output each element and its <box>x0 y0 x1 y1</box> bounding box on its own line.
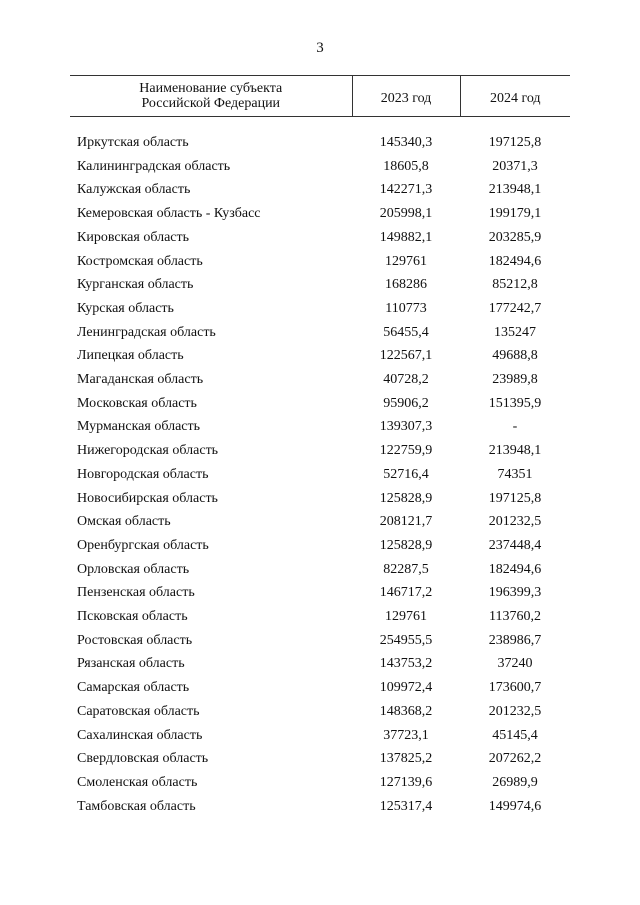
value-2023-cell: 109972,4 <box>379 680 433 696</box>
value-2024-cell: 207262,2 <box>488 751 542 767</box>
region-name-cell: Московская область <box>77 395 197 411</box>
value-2023-cell: 56455,4 <box>383 324 429 340</box>
header-year-2024: 2024 год <box>460 76 570 117</box>
region-name-cell: Новгородская область <box>77 466 209 482</box>
table-row <box>70 629 570 653</box>
table-row <box>70 534 570 558</box>
value-2024-cell: 173600,7 <box>488 680 542 696</box>
table-row <box>70 605 570 629</box>
region-name-cell: Кировская область <box>77 229 190 245</box>
region-name-cell: Оренбургская область <box>77 537 209 553</box>
value-2024-cell: 197125,8 <box>488 135 542 150</box>
value-2023-cell: 149882,1 <box>379 229 433 245</box>
value-2023-cell: 82287,5 <box>383 561 429 577</box>
region-name-cell: Новосибирская область <box>77 490 218 506</box>
value-2023-cell: 129761 <box>385 253 427 269</box>
value-2024-cell: 85212,8 <box>492 277 538 293</box>
value-2024-cell: 213948,1 <box>488 443 542 459</box>
value-2024-cell: 49688,8 <box>492 348 538 364</box>
value-2023-cell: 208121,7 <box>379 514 433 530</box>
table-row <box>70 463 570 487</box>
value-2023-cell: 148368,2 <box>379 703 433 719</box>
region-name-cell: Курганская область <box>77 277 194 293</box>
table-row <box>70 415 570 439</box>
value-2023-cell: 122567,1 <box>379 348 433 364</box>
table-row <box>70 487 570 511</box>
table-row <box>70 202 570 226</box>
table-row <box>70 700 570 724</box>
region-name-cell: Псковская область <box>77 609 188 625</box>
table-row <box>70 558 570 582</box>
value-2023-cell: 40728,2 <box>383 372 429 388</box>
region-name-cell: Пензенская область <box>77 585 195 601</box>
region-name-cell: Смоленская область <box>77 774 198 790</box>
value-2023-cell: 52716,4 <box>383 466 429 482</box>
spacer-row <box>70 117 570 132</box>
region-name-cell: Сахалинская область <box>77 727 203 743</box>
table-row <box>70 178 570 202</box>
value-2023-cell: 122759,9 <box>379 443 433 459</box>
regions-table <box>70 75 570 818</box>
table-row <box>70 250 570 274</box>
region-name-cell: Тамбовская область <box>77 798 196 814</box>
value-2023-cell: 37723,1 <box>383 727 429 743</box>
value-2024-cell: - <box>512 419 518 435</box>
table-row <box>70 747 570 771</box>
region-name-cell: Ленинградская область <box>77 324 216 340</box>
value-2024-cell: 201232,5 <box>488 514 542 530</box>
value-2024-cell: 238986,7 <box>488 632 542 648</box>
value-2023-cell: 127139,6 <box>379 774 433 790</box>
value-2024-cell: 213948,1 <box>488 182 542 198</box>
table-row <box>70 297 570 321</box>
region-name-cell: Нижегородская область <box>77 443 219 459</box>
region-name-cell: Костромская область <box>77 253 203 269</box>
value-2024-cell: 182494,6 <box>488 253 542 269</box>
table-row <box>70 510 570 534</box>
value-2024-cell: 26989,9 <box>492 774 538 790</box>
table-row <box>70 321 570 345</box>
value-2023-cell: 110773 <box>385 300 427 316</box>
region-name-cell: Липецкая область <box>77 348 184 364</box>
value-2023-cell: 137825,2 <box>379 751 433 767</box>
value-2023-cell: 125317,4 <box>379 798 433 814</box>
value-2023-cell: 145340,3 <box>379 135 433 150</box>
table-row <box>70 652 570 676</box>
table-row <box>70 392 570 416</box>
page-number: 3 <box>316 40 324 56</box>
value-2023-cell: 139307,3 <box>379 419 433 435</box>
value-2024-cell: 237448,4 <box>488 537 542 553</box>
table-row <box>70 368 570 392</box>
value-2024-cell: 196399,3 <box>488 585 542 601</box>
value-2024-cell: 203285,9 <box>488 229 542 245</box>
table-row <box>70 581 570 605</box>
table-row <box>70 344 570 368</box>
table-row <box>70 439 570 463</box>
value-2024-cell: 149974,6 <box>488 798 542 814</box>
value-2023-cell: 95906,2 <box>383 395 429 411</box>
region-name-cell: Самарская область <box>77 680 190 696</box>
value-2024-cell: 182494,6 <box>488 561 542 577</box>
value-2024-cell: 201232,5 <box>488 703 542 719</box>
region-name-cell: Саратовская область <box>77 703 200 719</box>
table-row <box>70 724 570 748</box>
value-2024-cell: 37240 <box>497 656 533 672</box>
table-row <box>70 676 570 700</box>
value-2024-cell: 135247 <box>494 324 536 340</box>
value-2024-cell: 45145,4 <box>492 727 538 743</box>
header-name-line-1: Наименование субъекта <box>139 81 283 96</box>
value-2023-cell: 125828,9 <box>379 490 433 506</box>
value-2023-cell: 143753,2 <box>379 656 433 672</box>
table-row <box>70 155 570 179</box>
region-name-cell: Мурманская область <box>77 419 201 435</box>
value-2023-cell: 168286 <box>385 277 427 293</box>
value-2024-cell: 113760,2 <box>489 609 541 625</box>
value-2023-cell: 146717,2 <box>379 585 433 601</box>
value-2024-cell: 199179,1 <box>488 206 542 222</box>
value-2023-cell: 18605,8 <box>383 158 429 174</box>
header-year-2023: 2023 год <box>352 76 460 117</box>
region-name-cell: Иркутская область <box>77 135 189 150</box>
region-name-cell: Калининградская область <box>77 158 231 174</box>
table-row <box>70 771 570 795</box>
value-2024-cell: 197125,8 <box>488 490 542 506</box>
header-name-line-2: Российской Федерации <box>141 96 281 111</box>
region-name-cell: Калужская область <box>77 182 191 198</box>
region-name-cell: Рязанская область <box>77 656 185 672</box>
value-2024-cell: 177242,7 <box>488 300 542 316</box>
table-body <box>70 117 570 819</box>
header-region-name <box>70 76 352 117</box>
region-name-cell: Магаданская область <box>77 372 204 388</box>
region-name-cell: Омская область <box>77 514 171 530</box>
table-row <box>70 273 570 297</box>
table-header-row <box>70 76 570 117</box>
region-name-cell: Орловская область <box>77 561 190 577</box>
value-2023-cell: 129761 <box>385 609 427 625</box>
value-2024-cell: 23989,8 <box>492 372 538 388</box>
value-2023-cell: 142271,3 <box>379 182 433 198</box>
value-2024-cell: 20371,3 <box>492 158 538 174</box>
table-row <box>70 131 570 155</box>
value-2023-cell: 125828,9 <box>379 537 433 553</box>
value-2023-cell: 205998,1 <box>379 206 433 222</box>
region-name-cell: Курская область <box>77 300 174 316</box>
region-name-cell: Свердловская область <box>77 751 209 767</box>
value-2024-cell: 151395,9 <box>488 395 542 411</box>
value-2024-cell: 74351 <box>497 466 533 482</box>
value-2023-cell: 254955,5 <box>379 632 433 648</box>
table-row <box>70 795 570 819</box>
region-name-cell: Ростовская область <box>77 632 193 648</box>
region-name-cell: Кемеровская область - Кузбасс <box>77 206 261 222</box>
table-row <box>70 226 570 250</box>
